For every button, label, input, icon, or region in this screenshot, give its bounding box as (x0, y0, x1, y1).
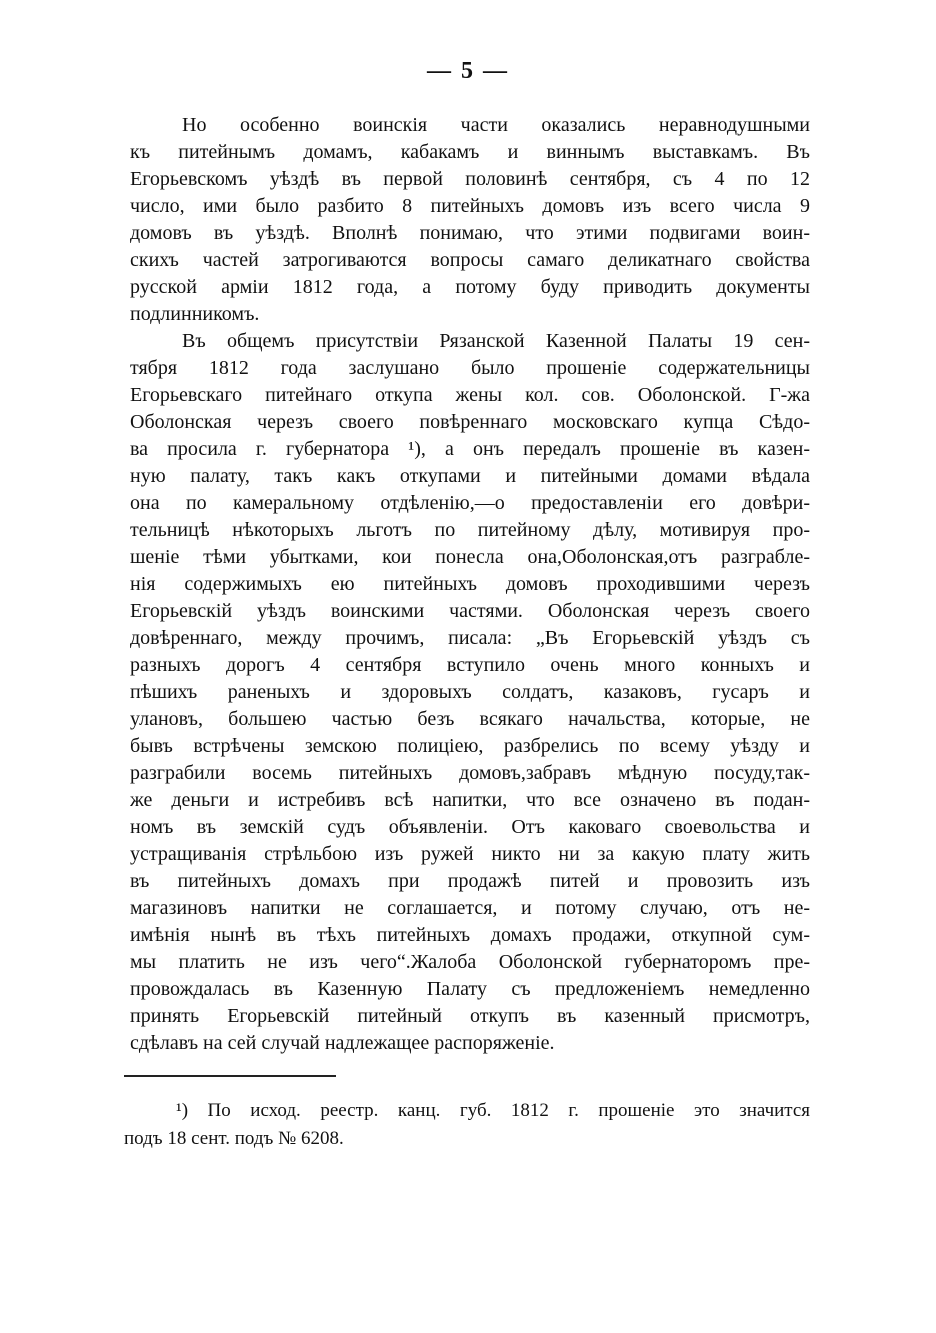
text-line: провождалась въ Казенную Палату съ предложеніемъ немедленно (130, 978, 810, 1000)
text-line: Егорьевскаго питейнаго откупа жены кол. сов. Оболонской. Г-жа (130, 384, 810, 406)
main-text (130, 112, 810, 1057)
text-line: ва просила г. губернатора ¹), а онъ передалъ прошеніе въ казен- (130, 438, 810, 460)
text-line: номъ въ земскій судъ объявленіи. Отъ каковаго своевольства и (130, 816, 810, 838)
text-line: же деньги и истребивъ всѣ напитки, что все означено въ подан- (130, 789, 810, 811)
text-line: Но особенно воинскія части оказались неравнодушными (182, 114, 810, 136)
text-line: разныхъ дорогъ 4 сентября вступило очень много конныхъ и (130, 654, 810, 676)
text-line: имѣнія нынѣ въ тѣхъ питейныхъ домахъ продажи, откупной сум- (130, 924, 810, 946)
text-line: тельницѣ нѣкоторыхъ льготъ по питейному дѣлу, мотивируя про- (130, 519, 810, 541)
text-line: тября 1812 года заслушано было прошеніе содержательницы (130, 357, 810, 379)
footnote-line: подъ 18 сент. подъ № 6208. (124, 1128, 344, 1149)
text-line: ную палату, такъ какъ откупами и питейными домами вѣдала (130, 465, 810, 487)
footnote-divider (124, 1075, 336, 1077)
text-line: сдѣлавъ на сей случай надлежащее распоряженіе. (130, 1032, 555, 1054)
text-line: разграбили восемь питейныхъ домовъ,забравъ мѣдную посуду,так- (130, 762, 810, 784)
text-line: нія содержимыхъ ею питейныхъ домовъ проходившими черезъ (130, 573, 810, 595)
text-line: домовъ въ уѣздѣ. Вполнѣ понимаю, что этими подвигами воин- (130, 222, 810, 244)
text-line: въ питейныхъ домахъ при продажѣ питей и провозить изъ (130, 870, 810, 892)
text-line: Егорьевскомъ уѣздѣ въ первой половинѣ сентября, съ 4 по 12 (130, 168, 810, 190)
text-line: бывъ встрѣчены земскою полиціею, разбрелись по всему уѣзду и (130, 735, 810, 757)
text-line: пѣшихъ раненыхъ и здоровыхъ солдатъ, казаковъ, гусаръ и (130, 681, 810, 703)
text-line: русской арміи 1812 года, а потому буду приводить документы (130, 276, 810, 298)
text-line: устращиванія стрѣльбою изъ ружей никто ни за какую плату жить (130, 843, 810, 865)
footnotes (124, 1097, 810, 1153)
text-line: къ питейнымъ домамъ, кабакамъ и виннымъ выставкамъ. Въ (130, 141, 810, 163)
text-line: мы платить не изъ чего“.Жалоба Оболонской губернаторомъ пре- (130, 951, 810, 973)
text-line: улановъ, большею частью безъ всякаго начальства, которые, не (130, 708, 810, 730)
text-line: число, ими было разбито 8 питейныхъ домовъ изъ всего числа 9 (130, 195, 810, 217)
text-line: подлинникомъ. (130, 303, 260, 325)
page-number: — 5 — (427, 58, 509, 84)
text-line: Въ общемъ присутствіи Рязанской Казенной Палаты 19 сен- (182, 330, 810, 352)
text-line: она по камеральному отдѣленію,—о предоставленіи его довѣри- (130, 492, 810, 514)
text-line: шеніе тѣми убытками, кои понесла она,Оболонская,отъ разграбле- (130, 546, 810, 568)
footnote-line: ¹) По исход. реестр. канц. губ. 1812 г. прошеніе это значится (176, 1100, 810, 1121)
text-line: скихъ частей затрогиваются вопросы самаго деликатнаго свойства (130, 249, 810, 271)
text-line: магазиновъ напитки не соглашается, и потому случаю, отъ не- (130, 897, 810, 919)
text-line: довѣреннаго, между прочимъ, писала: „Въ Егорьевскій уѣздъ съ (130, 627, 810, 649)
text-line: Егорьевскій уѣздъ воинскими частями. Оболонская черезъ своего (130, 600, 810, 622)
text-line: Оболонская черезъ своего повѣреннаго московскаго купца Сѣдо- (130, 411, 810, 433)
text-line: принять Егорьевскій питейный откупъ въ казенный присмотръ, (130, 1005, 810, 1027)
